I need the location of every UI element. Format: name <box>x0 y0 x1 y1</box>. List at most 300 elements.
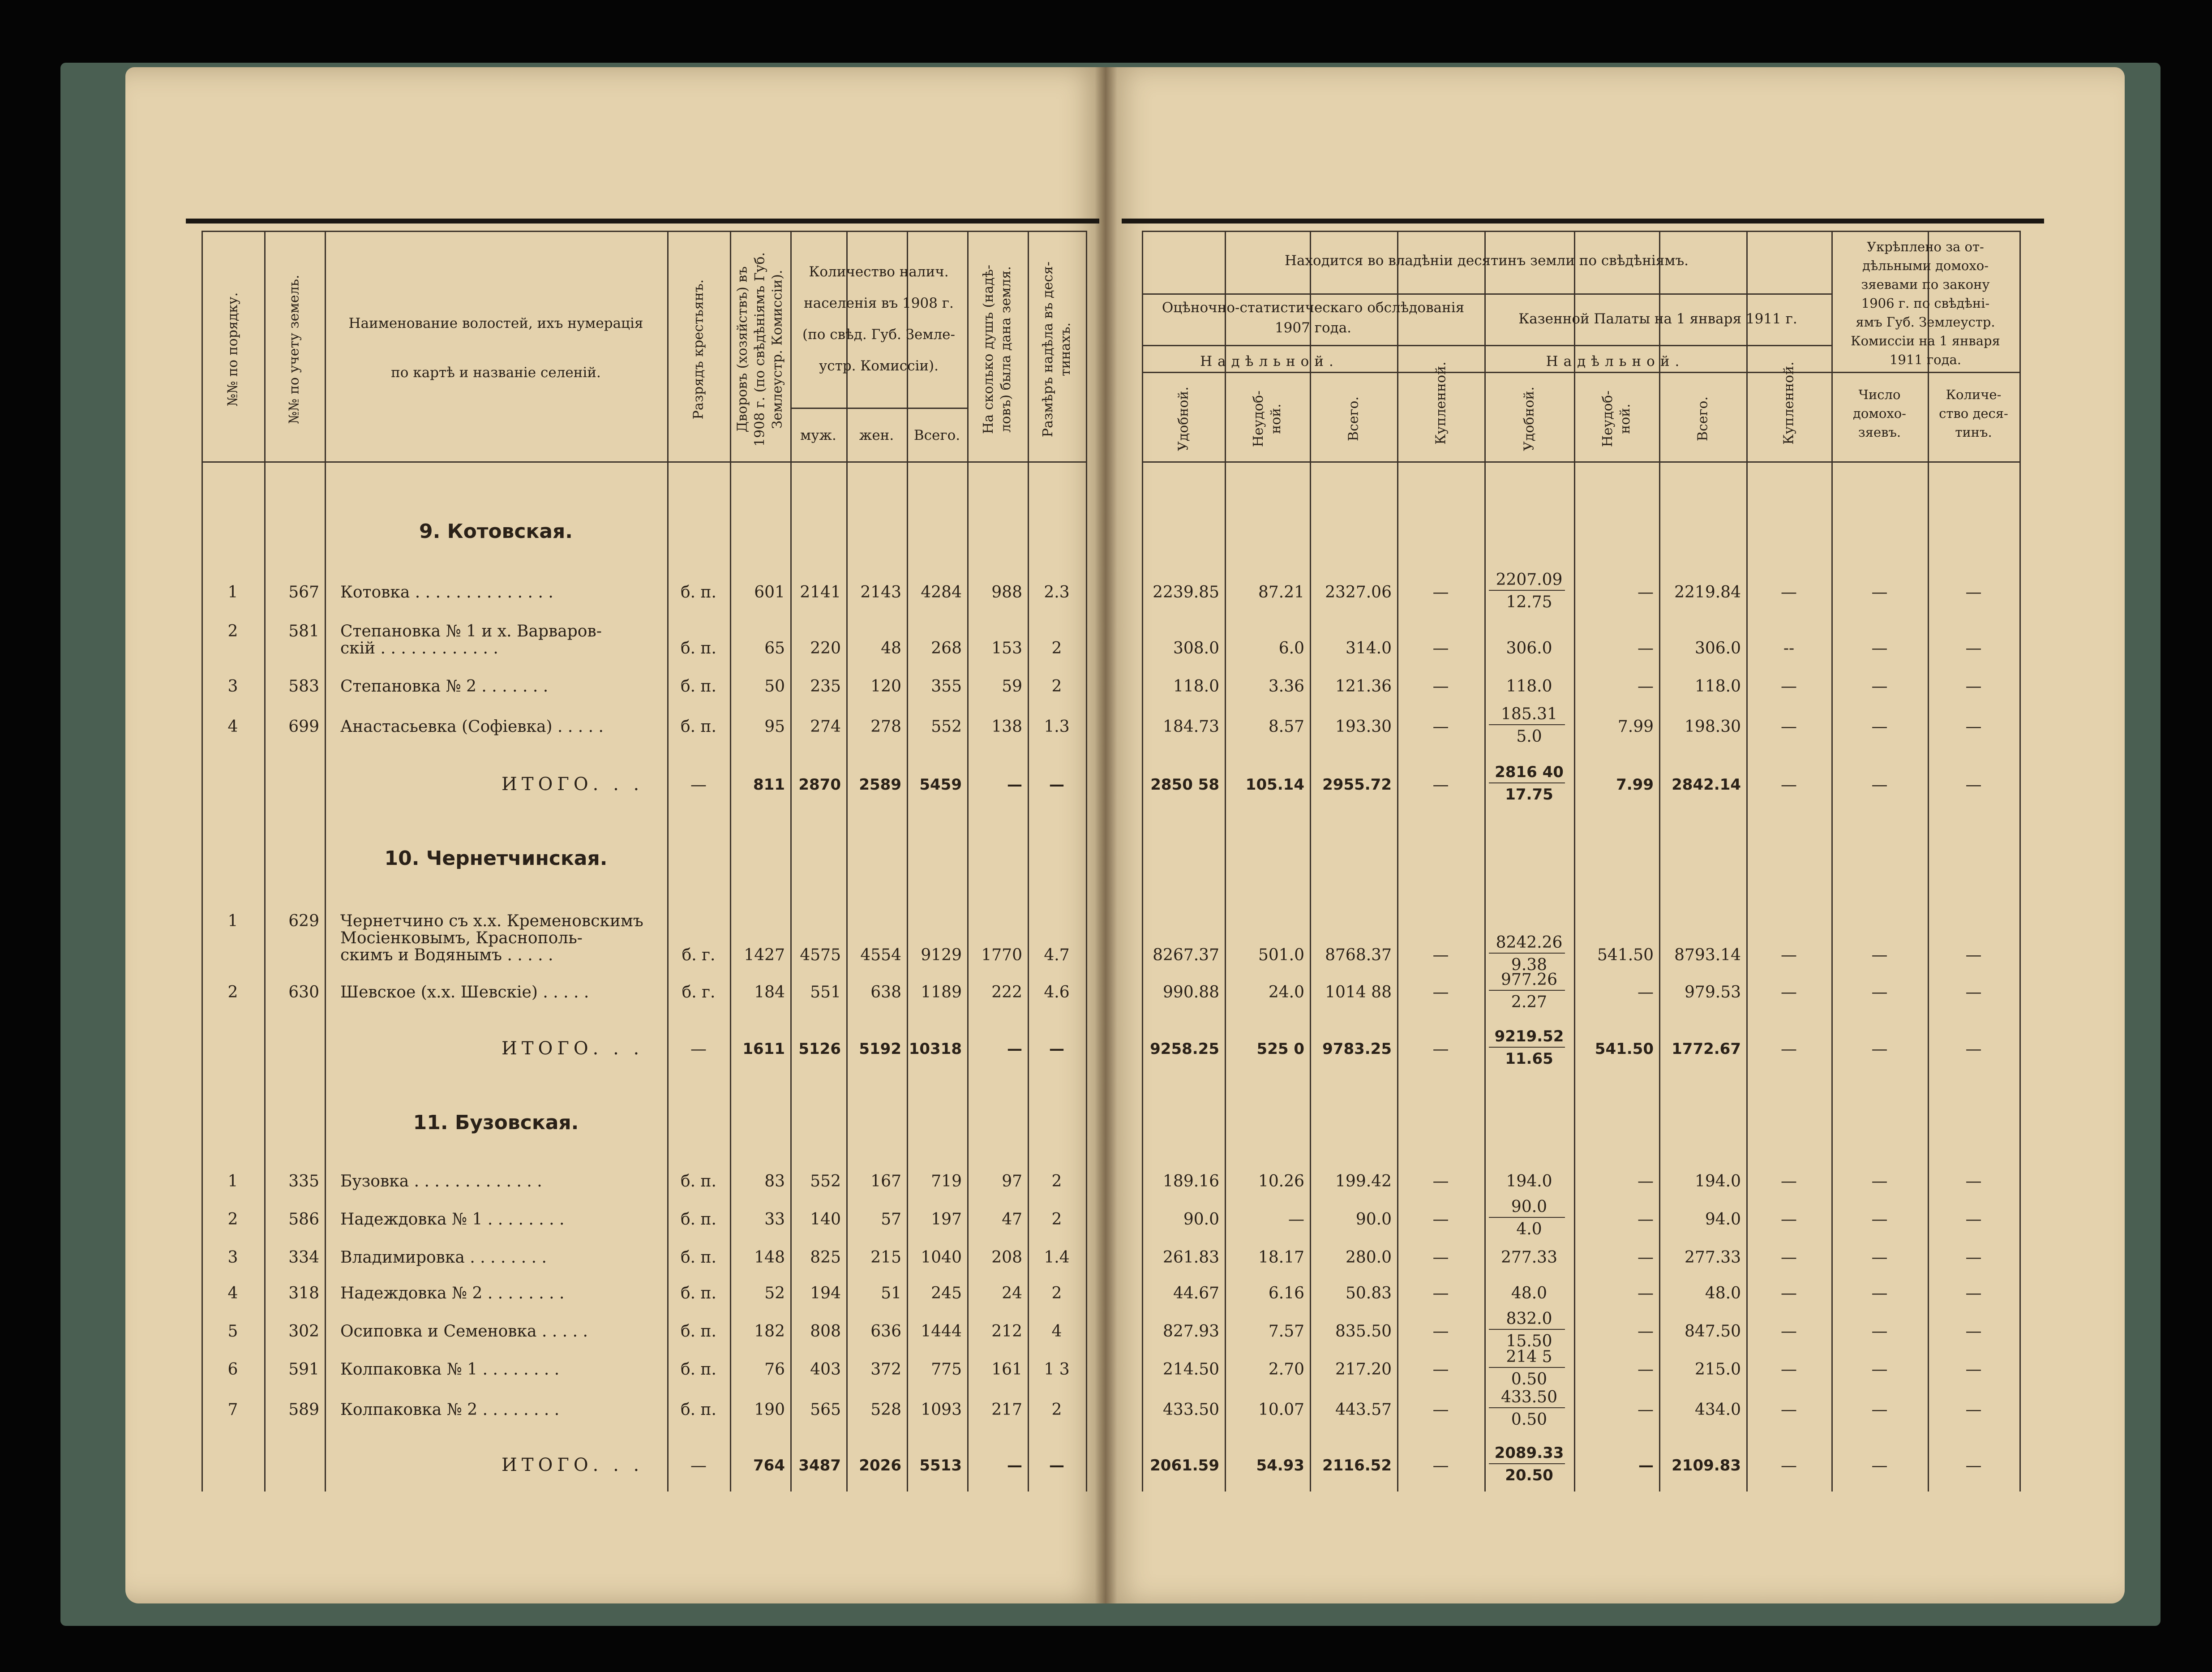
table-cell-souls: 1770 <box>981 946 1022 964</box>
table-cell-allot: 1.3 <box>1044 718 1070 736</box>
table-cell-land: 318 <box>288 1284 319 1302</box>
table-cell-o_des: — <box>1965 1360 1982 1379</box>
table-cell-s_buy: — <box>1432 677 1449 696</box>
table-cell-o_des: — <box>1965 946 1982 964</box>
table-cell-s_use: 184.73 <box>1163 718 1219 736</box>
table-cell-f: 2143 <box>860 583 901 602</box>
table-cell-o_num: — <box>1871 718 1888 736</box>
table-cell-s_use: 44.67 <box>1173 1284 1219 1302</box>
table-cell-souls: 988 <box>991 583 1022 602</box>
table-cell-hh: 65 <box>764 639 785 658</box>
header-k_total: Всего. <box>1695 396 1710 441</box>
table-cell-o_num: — <box>1871 1248 1888 1267</box>
cell-divider <box>1489 1367 1565 1368</box>
table-cell-s_use: 189.16 <box>1163 1172 1219 1191</box>
table-cell-k_buy: — <box>1781 1284 1797 1302</box>
table-cell-allot: 2 <box>1051 639 1062 658</box>
table-cell-s_buy: — <box>1432 1322 1449 1341</box>
table-cell-cat: б. п. <box>681 1210 716 1229</box>
table-cell-k_use: 118.0 <box>1506 677 1552 696</box>
village-name: Надеждовка № 2 . . . . . . . . <box>340 1284 565 1302</box>
column-line <box>201 231 203 1491</box>
table-cell-k_buy: — <box>1781 1248 1797 1267</box>
column-line <box>790 231 792 1491</box>
table-cell-s_buy: — <box>1432 1248 1449 1267</box>
table-cell-cat: б. п. <box>681 718 716 736</box>
table-cell-m: 220 <box>810 639 841 658</box>
table-cell-k_buy: — <box>1781 1360 1797 1379</box>
table-cell-k_use: 17.75 <box>1505 786 1553 804</box>
table-cell-m: 565 <box>810 1401 841 1419</box>
table-cell-t: 1189 <box>921 983 962 1001</box>
column-line <box>2019 231 2021 1491</box>
table-cell-k_buy: — <box>1781 1210 1797 1229</box>
column-line <box>1484 231 1486 1491</box>
table-cell-k_unuse: 541.50 <box>1597 946 1654 964</box>
column-line <box>846 231 848 1491</box>
table-cell-n: 4 <box>227 718 238 736</box>
table-cell-t: 5513 <box>919 1457 962 1474</box>
table-cell-souls: — <box>1007 1040 1022 1058</box>
cell-divider <box>1489 782 1565 783</box>
cell-divider <box>1489 953 1565 954</box>
header-s_use: Удобной. <box>1175 387 1191 451</box>
table-cell-f: 638 <box>870 983 901 1001</box>
cell-divider <box>1489 590 1565 591</box>
table-cell-cat: б. п. <box>681 1360 716 1379</box>
table-cell-k_unuse: — <box>1638 1322 1654 1341</box>
header-pop-2: населенія въ 1908 г. <box>804 295 954 311</box>
column-line <box>730 231 731 1491</box>
table-cell-s_total: 121.36 <box>1335 677 1392 696</box>
table-cell-k_use: 20.50 <box>1505 1466 1553 1484</box>
table-cell-o_num: — <box>1871 1360 1888 1379</box>
table-cell-hh: 83 <box>764 1172 785 1191</box>
table-cell-k_buy: -- <box>1783 639 1795 658</box>
table-cell-o_des: — <box>1965 1401 1982 1419</box>
table-cell-k_buy: — <box>1781 1457 1797 1475</box>
table-top-line-left <box>201 231 1086 232</box>
table-cell-k_unuse: — <box>1638 677 1654 696</box>
table-cell-m: 552 <box>810 1172 841 1191</box>
header-k_buy: Купленной. <box>1781 361 1797 445</box>
table-cell-s_total: 90.0 <box>1355 1210 1392 1229</box>
table-cell-cat: б. п. <box>681 677 716 696</box>
table-cell-o_num: — <box>1871 1457 1888 1475</box>
table-cell-m: 5126 <box>798 1040 841 1058</box>
table-cell-k_use: 8242.26 <box>1496 933 1563 952</box>
table-cell-n: 3 <box>227 1248 238 1267</box>
column-line <box>1659 231 1660 1491</box>
table-cell-k_use: 11.65 <box>1505 1050 1553 1068</box>
table-cell-k_use: 9.38 <box>1511 956 1548 974</box>
table-cell-s_total: 1014 88 <box>1325 983 1392 1001</box>
table-cell-k_use: 194.0 <box>1506 1172 1552 1191</box>
table-cell-hh: 764 <box>753 1457 785 1474</box>
table-cell-s_total: 835.50 <box>1335 1322 1392 1341</box>
column-line <box>667 231 669 1491</box>
village-name: Степановка № 1 и х. Варваров- <box>340 622 602 640</box>
table-cell-s_total: 443.57 <box>1335 1401 1392 1419</box>
table-cell-k_buy: — <box>1781 776 1797 794</box>
table-cell-hh: 184 <box>754 983 785 1001</box>
table-cell-k_use: 2089.33 <box>1494 1444 1564 1462</box>
table-cell-k_use: 5.0 <box>1516 727 1542 746</box>
table-cell-s_buy: — <box>1432 1172 1449 1191</box>
table-cell-s_use: 990.88 <box>1163 983 1219 1001</box>
table-cell-o_des: — <box>1965 1322 1982 1341</box>
table-cell-k_use: 832.0 <box>1506 1310 1552 1328</box>
header-dess-3: тинъ. <box>1955 425 1992 440</box>
village-name: скимъ и Водянымъ . . . . . <box>340 946 553 964</box>
village-name: Колпаковка № 2 . . . . . . . . <box>340 1401 560 1419</box>
table-cell-n: 1 <box>227 1172 238 1191</box>
table-cell-s_buy: — <box>1432 946 1449 964</box>
table-cell-m: 140 <box>810 1210 841 1229</box>
cell-divider <box>1489 1329 1565 1330</box>
table-cell-k_unuse: — <box>1638 1210 1654 1229</box>
header-treasury: Казенной Палаты на 1 января 1911 г. <box>1518 311 1797 327</box>
header-fixed-1: Укрѣплено за от- <box>1867 239 1984 254</box>
table-cell-s_unuse: 501.0 <box>1258 946 1304 964</box>
table-cell-o_num: — <box>1871 1401 1888 1419</box>
table-cell-land: 567 <box>288 583 319 602</box>
table-cell-m: 274 <box>810 718 841 736</box>
table-cell-s_use: 9258.25 <box>1150 1040 1219 1058</box>
table-cell-o_num: — <box>1871 1284 1888 1302</box>
table-cell-s_buy: — <box>1432 1401 1449 1419</box>
table-cell-s_total: 2327.06 <box>1325 583 1392 602</box>
table-cell-t: 719 <box>931 1172 962 1191</box>
table-cell-t: 10318 <box>909 1040 962 1058</box>
table-cell-allot: 2 <box>1051 1172 1062 1191</box>
table-cell-s_unuse: 24.0 <box>1268 983 1304 1001</box>
table-cell-n: 1 <box>227 583 238 602</box>
total-label: ИТОГО. . . <box>502 774 644 795</box>
table-cell-m: 3487 <box>798 1457 841 1474</box>
table-cell-s_total: 50.83 <box>1345 1284 1392 1302</box>
header-households: Дворовъ (хозяйствъ) въ 1908 г. (по свѣдѣніямъ Губ. Землеустр. Комиссіи). <box>734 252 785 447</box>
table-cell-souls: 24 <box>1002 1284 1022 1302</box>
table-cell-s_buy: — <box>1432 1457 1449 1475</box>
header-fixed-3: зяевами по закону <box>1861 277 1990 292</box>
table-cell-land: 335 <box>288 1172 319 1191</box>
table-cell-land: 699 <box>288 718 319 736</box>
table-cell-o_des: — <box>1965 718 1982 736</box>
table-cell-k_use: 977.26 <box>1501 971 1557 989</box>
table-cell-k_unuse: 7.99 <box>1617 718 1654 736</box>
table-cell-s_unuse: 6.16 <box>1268 1284 1304 1302</box>
village-name: Бузовка . . . . . . . . . . . . . <box>340 1172 542 1191</box>
table-cell-o_des: — <box>1965 1457 1982 1475</box>
table-cell-s_use: 90.0 <box>1183 1210 1219 1229</box>
survey-line <box>1142 345 1831 346</box>
column-line <box>1028 231 1029 1491</box>
column-line <box>1142 231 1143 1491</box>
header-pop-1: Количество налич. <box>809 264 949 280</box>
table-cell-t: 245 <box>931 1284 962 1302</box>
table-cell-souls: 217 <box>991 1401 1022 1419</box>
village-name: Колпаковка № 1 . . . . . . . . <box>340 1360 560 1379</box>
header-name-1: Наименование волостей, ихъ нумерація <box>348 315 643 331</box>
table-cell-m: 2870 <box>798 776 841 794</box>
header-souls: На сколько душъ (надѣ- ловъ) была дана земля. <box>981 265 1014 434</box>
table-cell-hh: 95 <box>764 718 785 736</box>
village-name: Надеждовка № 1 . . . . . . . . <box>340 1210 565 1229</box>
table-cell-k_use: 12.75 <box>1506 593 1552 611</box>
table-cell-k_use: 9219.52 <box>1494 1027 1564 1045</box>
header-survey-1: Оцѣночно-статистическаго обслѣдованія <box>1162 300 1465 316</box>
table-cell-hh: 1611 <box>742 1040 785 1058</box>
table-cell-k_use: 2816 40 <box>1495 763 1564 781</box>
table-cell-f: 167 <box>870 1172 901 1191</box>
header-pop-4: устр. Комиссіи). <box>819 358 939 374</box>
column-line <box>1310 231 1311 1491</box>
table-cell-s_total: 8768.37 <box>1325 946 1392 964</box>
table-cell-cat: б. г. <box>682 983 716 1001</box>
table-cell-allot: 2.3 <box>1044 583 1070 602</box>
table-cell-s_total: 2955.72 <box>1322 776 1392 794</box>
table-cell-k_total: 2109.83 <box>1672 1457 1741 1474</box>
table-cell-souls: 138 <box>991 718 1022 736</box>
table-cell-m: 825 <box>810 1248 841 1267</box>
table-cell-k_unuse: — <box>1638 1284 1654 1302</box>
table-cell-souls: — <box>1007 776 1022 794</box>
table-cell-t: 1444 <box>921 1322 962 1341</box>
table-cell-k_buy: — <box>1781 583 1797 602</box>
table-cell-k_buy: — <box>1781 983 1797 1001</box>
table-cell-souls: 97 <box>1002 1172 1022 1191</box>
table-cell-t: 1040 <box>921 1248 962 1267</box>
table-cell-s_buy: — <box>1432 776 1449 794</box>
table-cell-k_total: 277.33 <box>1685 1248 1741 1267</box>
pop-subheader-line <box>790 408 967 409</box>
table-cell-allot: 2 <box>1051 677 1062 696</box>
header-survey-2: 1907 года. <box>1274 320 1352 336</box>
table-cell-o_des: — <box>1965 1040 1982 1058</box>
table-cell-k_total: 2219.84 <box>1674 583 1741 602</box>
table-cell-s_use: 827.93 <box>1163 1322 1219 1341</box>
header-s_total: Всего. <box>1346 396 1361 441</box>
table-cell-s_buy: — <box>1432 1284 1449 1302</box>
table-cell-s_total: 217.20 <box>1335 1360 1392 1379</box>
column-line <box>1746 231 1748 1491</box>
section-title: 10. Чернетчинская. <box>384 847 608 870</box>
table-cell-s_unuse: 3.36 <box>1268 677 1304 696</box>
table-cell-k_unuse: 541.50 <box>1595 1040 1654 1058</box>
table-cell-k_buy: — <box>1781 718 1797 736</box>
village-name: Анастасьевка (Софіевка) . . . . . <box>340 718 604 736</box>
table-cell-hh: 182 <box>754 1322 785 1341</box>
table-cell-o_num: — <box>1871 1210 1888 1229</box>
table-cell-o_des: — <box>1965 677 1982 696</box>
table-cell-allot: — <box>1049 1457 1064 1474</box>
table-cell-o_num: — <box>1871 776 1888 794</box>
table-cell-k_use: 0.50 <box>1511 1410 1548 1429</box>
village-name: Владимировка . . . . . . . . <box>340 1248 547 1267</box>
table-cell-m: 808 <box>810 1322 841 1341</box>
header-allot-s: Надѣльной. <box>1200 353 1339 370</box>
table-cell-m: 403 <box>810 1360 841 1379</box>
table-cell-t: 552 <box>931 718 962 736</box>
table-cell-s_total: 193.30 <box>1335 718 1392 736</box>
table-cell-s_total: 280.0 <box>1345 1248 1392 1267</box>
table-cell-k_use: 90.0 <box>1511 1198 1548 1216</box>
table-cell-m: 2141 <box>800 583 841 602</box>
table-cell-t: 9129 <box>921 946 962 964</box>
header-land: №№ по учету земель. <box>286 275 302 424</box>
header-k_unuse: Неудоб- ной. <box>1600 390 1633 447</box>
cell-divider <box>1489 1217 1565 1218</box>
table-cell-n: 3 <box>227 677 238 696</box>
table-cell-f: 528 <box>870 1401 901 1419</box>
table-cell-o_num: — <box>1871 1172 1888 1191</box>
table-cell-o_num: — <box>1871 583 1888 602</box>
table-cell-o_des: — <box>1965 1248 1982 1267</box>
table-cell-k_buy: — <box>1781 1040 1797 1058</box>
table-cell-hh: 811 <box>753 776 785 794</box>
table-cell-allot: — <box>1049 1040 1064 1058</box>
header-allot-k: Надѣльной. <box>1546 353 1685 370</box>
table-cell-allot: 2 <box>1051 1401 1062 1419</box>
table-cell-land: 589 <box>288 1401 319 1419</box>
table-cell-s_use: 2061.59 <box>1150 1457 1219 1474</box>
table-cell-n: 7 <box>227 1401 238 1419</box>
table-cell-allot: 1.4 <box>1044 1248 1070 1267</box>
table-cell-k_unuse: — <box>1638 583 1654 602</box>
header-dess-2: ство деся- <box>1939 406 2008 421</box>
table-cell-k_total: 215.0 <box>1694 1360 1741 1379</box>
table-cell-s_buy: — <box>1432 583 1449 602</box>
table-cell-k_total: 434.0 <box>1694 1401 1741 1419</box>
header-fixed-5: ямъ Губ. Землеустр. <box>1856 314 1995 330</box>
header-allot: Размѣръ надѣла въ деся- тинахъ. <box>1040 261 1073 438</box>
table-cell-t: 4284 <box>921 583 962 602</box>
table-cell-s_buy: — <box>1432 983 1449 1001</box>
table-cell-o_des: — <box>1965 583 1982 602</box>
table-cell-m: 4575 <box>800 946 841 964</box>
right-main-line <box>1142 293 1831 295</box>
table-cell-s_use: 261.83 <box>1163 1248 1219 1267</box>
table-cell-k_total: 8793.14 <box>1674 946 1741 964</box>
header-pop-f: жен. <box>859 427 894 443</box>
table-cell-souls: — <box>1007 1457 1022 1474</box>
table-cell-hh: 1427 <box>744 946 785 964</box>
table-cell-s_use: 8267.37 <box>1153 946 1219 964</box>
table-cell-o_num: — <box>1871 677 1888 696</box>
table-cell-s_unuse: 525 0 <box>1256 1040 1304 1058</box>
cell-divider <box>1489 1047 1565 1048</box>
table-cell-k_use: 0.50 <box>1511 1370 1548 1388</box>
table-cell-souls: 212 <box>991 1322 1022 1341</box>
village-name: Шевское (х.х. Шевскіе) . . . . . <box>340 983 589 1001</box>
table-cell-s_total: 2116.52 <box>1322 1457 1392 1474</box>
table-cell-m: 551 <box>810 983 841 1001</box>
table-cell-s_use: 118.0 <box>1173 677 1219 696</box>
table-cell-k_use: 214 5 <box>1506 1348 1552 1366</box>
table-cell-s_use: 214.50 <box>1163 1360 1219 1379</box>
table-cell-k_use: 15.50 <box>1506 1332 1552 1350</box>
table-cell-o_des: — <box>1965 1210 1982 1229</box>
table-cell-land: 629 <box>288 912 319 930</box>
header-pop-3: (по свѣд. Губ. Земле- <box>802 327 955 343</box>
table-cell-k_total: 306.0 <box>1694 639 1741 658</box>
table-cell-souls: 222 <box>991 983 1022 1001</box>
section-title: 11. Бузовская. <box>413 1111 579 1134</box>
table-cell-k_unuse: — <box>1638 983 1654 1001</box>
table-cell-souls: 47 <box>1002 1210 1022 1229</box>
table-cell-m: 194 <box>810 1284 841 1302</box>
table-cell-f: 51 <box>881 1284 901 1302</box>
table-cell-land: 591 <box>288 1360 319 1379</box>
table-cell-land: 581 <box>288 622 319 640</box>
table-cell-s_buy: — <box>1432 1360 1449 1379</box>
table-cell-t: 775 <box>931 1360 962 1379</box>
table-cell-k_buy: — <box>1781 1172 1797 1191</box>
table-cell-f: 2026 <box>859 1457 901 1474</box>
table-cell-f: 5192 <box>859 1040 901 1058</box>
table-cell-allot: 4 <box>1051 1322 1062 1341</box>
table-top-line-right <box>1142 231 2019 232</box>
table-cell-k_unuse: — <box>1638 1401 1654 1419</box>
table-cell-cat: б. г. <box>682 946 716 964</box>
table-cell-k_use: 2.27 <box>1511 993 1548 1011</box>
total-label: ИТОГО. . . <box>502 1038 644 1059</box>
header-fixed-4: 1906 г. по свѣдѣні- <box>1861 296 1990 311</box>
header-rule-right <box>1122 219 2044 224</box>
table-cell-cat: — <box>690 776 707 794</box>
table-cell-hh: 52 <box>764 1284 785 1302</box>
header-owners-1: Число <box>1858 387 1901 402</box>
table-cell-s_use: 308.0 <box>1173 639 1219 658</box>
table-cell-k_total: 2842.14 <box>1672 776 1741 794</box>
column-line <box>967 231 969 1491</box>
table-cell-hh: 148 <box>754 1248 785 1267</box>
table-cell-o_des: — <box>1965 639 1982 658</box>
table-cell-cat: б. п. <box>681 1401 716 1419</box>
table-cell-k_unuse: — <box>1638 1248 1654 1267</box>
column-line <box>1086 231 1087 1491</box>
table-cell-k_unuse: 7.99 <box>1616 776 1654 794</box>
table-cell-s_use: 2850 58 <box>1150 776 1219 794</box>
table-cell-allot: 4.7 <box>1044 946 1070 964</box>
table-cell-k_unuse: — <box>1638 639 1654 658</box>
table-cell-t: 268 <box>931 639 962 658</box>
table-cell-k_buy: — <box>1781 946 1797 964</box>
column-line <box>1225 231 1226 1491</box>
table-cell-n: 2 <box>227 1210 238 1229</box>
table-cell-cat: б. п. <box>681 1322 716 1341</box>
table-cell-land: 586 <box>288 1210 319 1229</box>
table-cell-f: 57 <box>881 1210 901 1229</box>
header-owners-2: домохо- <box>1853 406 1906 421</box>
table-cell-s_buy: — <box>1432 1210 1449 1229</box>
table-cell-k_use: 4.0 <box>1516 1220 1542 1238</box>
table-cell-s_total: 314.0 <box>1345 639 1392 658</box>
header-order: №№ по порядку. <box>225 292 241 407</box>
cell-divider <box>1489 990 1565 991</box>
village-name: Чернетчино съ х.х. Кременовскимъ <box>340 912 643 930</box>
table-cell-k_buy: — <box>1781 677 1797 696</box>
village-name: Степановка № 2 . . . . . . . <box>340 677 549 696</box>
table-cell-t: 355 <box>931 677 962 696</box>
table-cell-s_unuse: — <box>1288 1210 1304 1229</box>
table-cell-t: 5459 <box>919 776 962 794</box>
table-cell-land: 583 <box>288 677 319 696</box>
table-cell-cat: б. п. <box>681 1248 716 1267</box>
table-cell-o_num: — <box>1871 983 1888 1001</box>
table-cell-n: 1 <box>227 912 238 930</box>
